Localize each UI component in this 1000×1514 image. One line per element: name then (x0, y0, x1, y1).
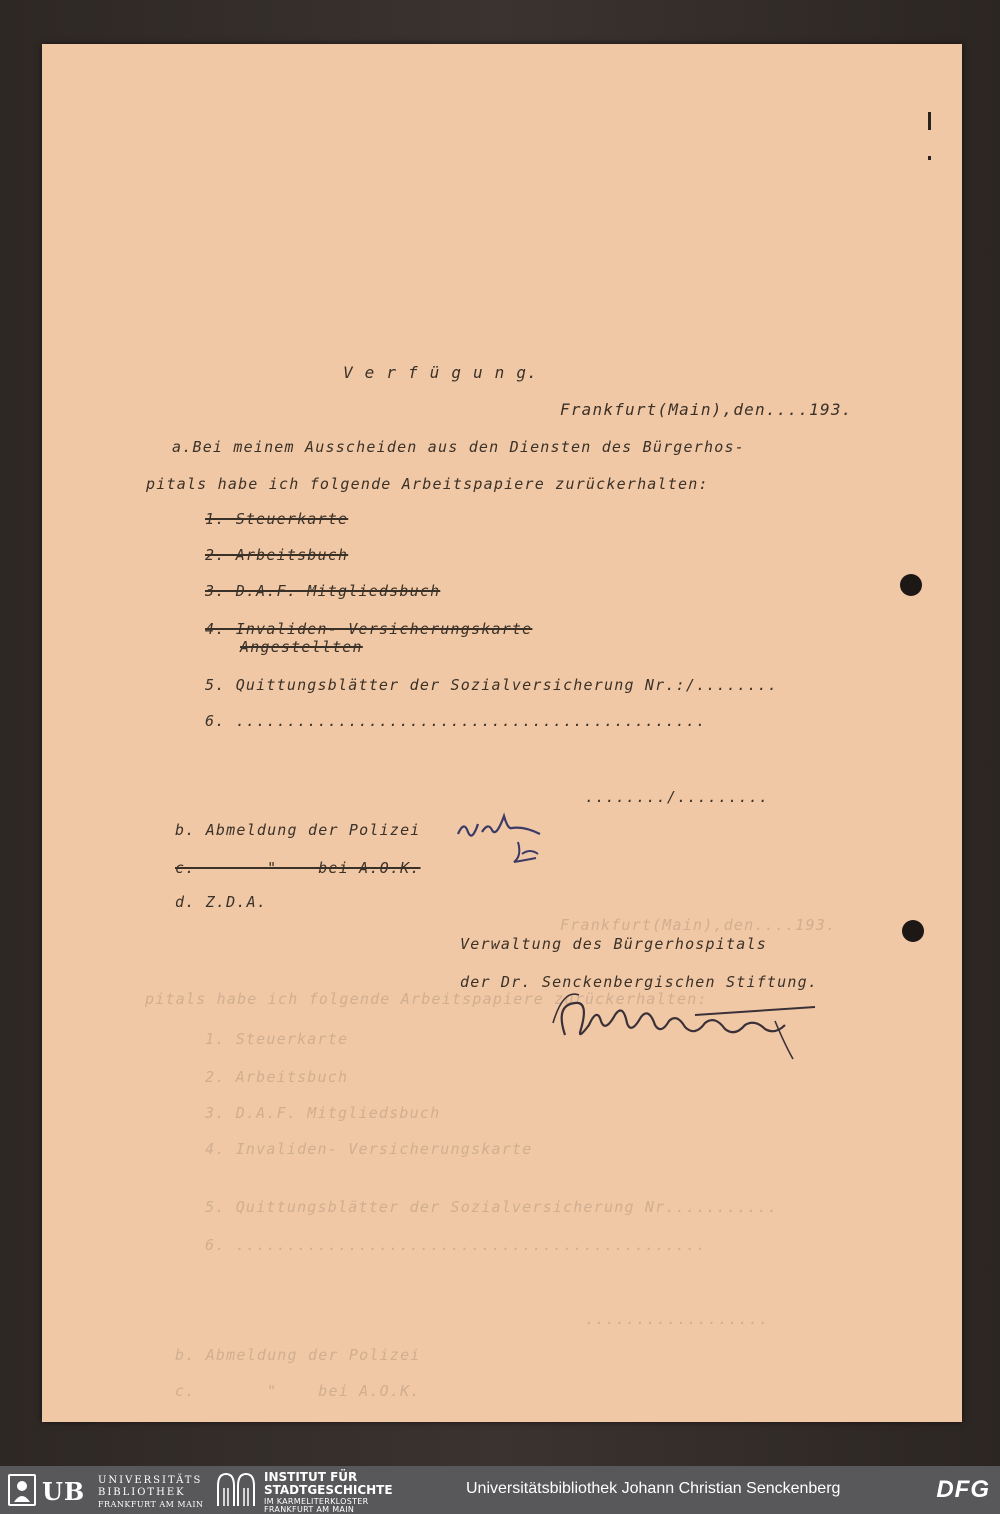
bleed-through-text: Frankfurt(Main),den....193. (560, 916, 837, 934)
isg-line-1: INSTITUT FÜR (264, 1470, 358, 1484)
bleed-through-text: 4. Invaliden- Versicherungskarte (205, 1140, 533, 1158)
handwritten-initials (452, 812, 562, 872)
ub-mark: UB (42, 1477, 86, 1506)
ub-line-3: FRANKFURT AM MAIN (98, 1500, 204, 1509)
bleed-through-text: 1. Steuerkarte (205, 1030, 349, 1048)
edge-mark-dot (928, 156, 931, 160)
isg-building-icon (216, 1472, 256, 1508)
section-d-zda: d. Z.D.A. (175, 893, 268, 911)
isg-line-4: FRANKFURT AM MAIN (264, 1505, 355, 1514)
item-6-dotted: 6. .............................................. (205, 712, 707, 730)
admin-line-2: der Dr. Senckenbergischen Stiftung. (460, 973, 819, 991)
bleed-through-text: .................. (585, 1310, 770, 1328)
dfg-logo: DFG (936, 1476, 990, 1503)
ub-line-2: BIBLIOTHEK (98, 1487, 186, 1498)
item-quittungsblaetter: 5. Quittungsblätter der Sozialversicherung Nr.:/........ (205, 676, 778, 694)
edge-mark (928, 112, 931, 130)
admin-line-1: Verwaltung des Bürgerhospitals (460, 935, 767, 953)
bleed-through-text: c. " bei A.O.K. (175, 1382, 421, 1400)
bleed-through-text: 5. Quittungsblätter der Sozialversicherung Nr........... (205, 1198, 778, 1216)
document-heading: V e r f ü g u n g. (343, 363, 538, 382)
intro-line-2: pitals habe ich folgende Arbeitspapiere zurückerhalten: (146, 475, 709, 493)
punch-hole-lower (902, 920, 924, 942)
bleed-through-text: 6. .............................................. (205, 1236, 707, 1254)
dotted-signature-line: ......../......... (585, 788, 770, 806)
ub-line-1: UNIVERSITÄTS (98, 1475, 203, 1486)
isg-line-2: STADTGESCHICHTE (264, 1483, 393, 1497)
goethe-portrait-icon (8, 1474, 36, 1506)
footer-bar (0, 1466, 1000, 1514)
section-c-aok: c. " bei A.O.K. (175, 859, 421, 877)
punch-hole-upper (900, 574, 922, 596)
bleed-through-text: b. Abmeldung der Polizei (175, 1346, 421, 1364)
handwritten-signature (545, 985, 835, 1065)
place-date: Frankfurt(Main),den....193. (560, 400, 853, 419)
section-b-polizei: b. Abmeldung der Polizei (175, 821, 421, 839)
footer-center-text: Universitätsbibliothek Johann Christian Senckenberg (466, 1480, 841, 1497)
bleed-through-text: 2. Arbeitsbuch (205, 1068, 349, 1086)
item-invaliden-karte: 4. Invaliden- Versicherungskarte (205, 620, 533, 638)
bleed-through-text: 3. D.A.F. Mitgliedsbuch (205, 1104, 441, 1122)
item-angestellten: Angestellten (240, 638, 363, 656)
item-steuerkarte: 1. Steuerkarte (205, 510, 349, 528)
bleed-through-text: pitals habe ich folgende Arbeitspapiere zurückerhalten: (145, 990, 708, 1008)
item-arbeitsbuch: 2. Arbeitsbuch (205, 546, 349, 564)
isg-line-3: IM KARMELITERKLOSTER (264, 1497, 369, 1506)
item-daf-mitgliedsbuch: 3. D.A.F. Mitgliedsbuch (205, 582, 441, 600)
intro-line-1: a.Bei meinem Ausscheiden aus den Diensten des Bürgerhos- (172, 438, 745, 456)
